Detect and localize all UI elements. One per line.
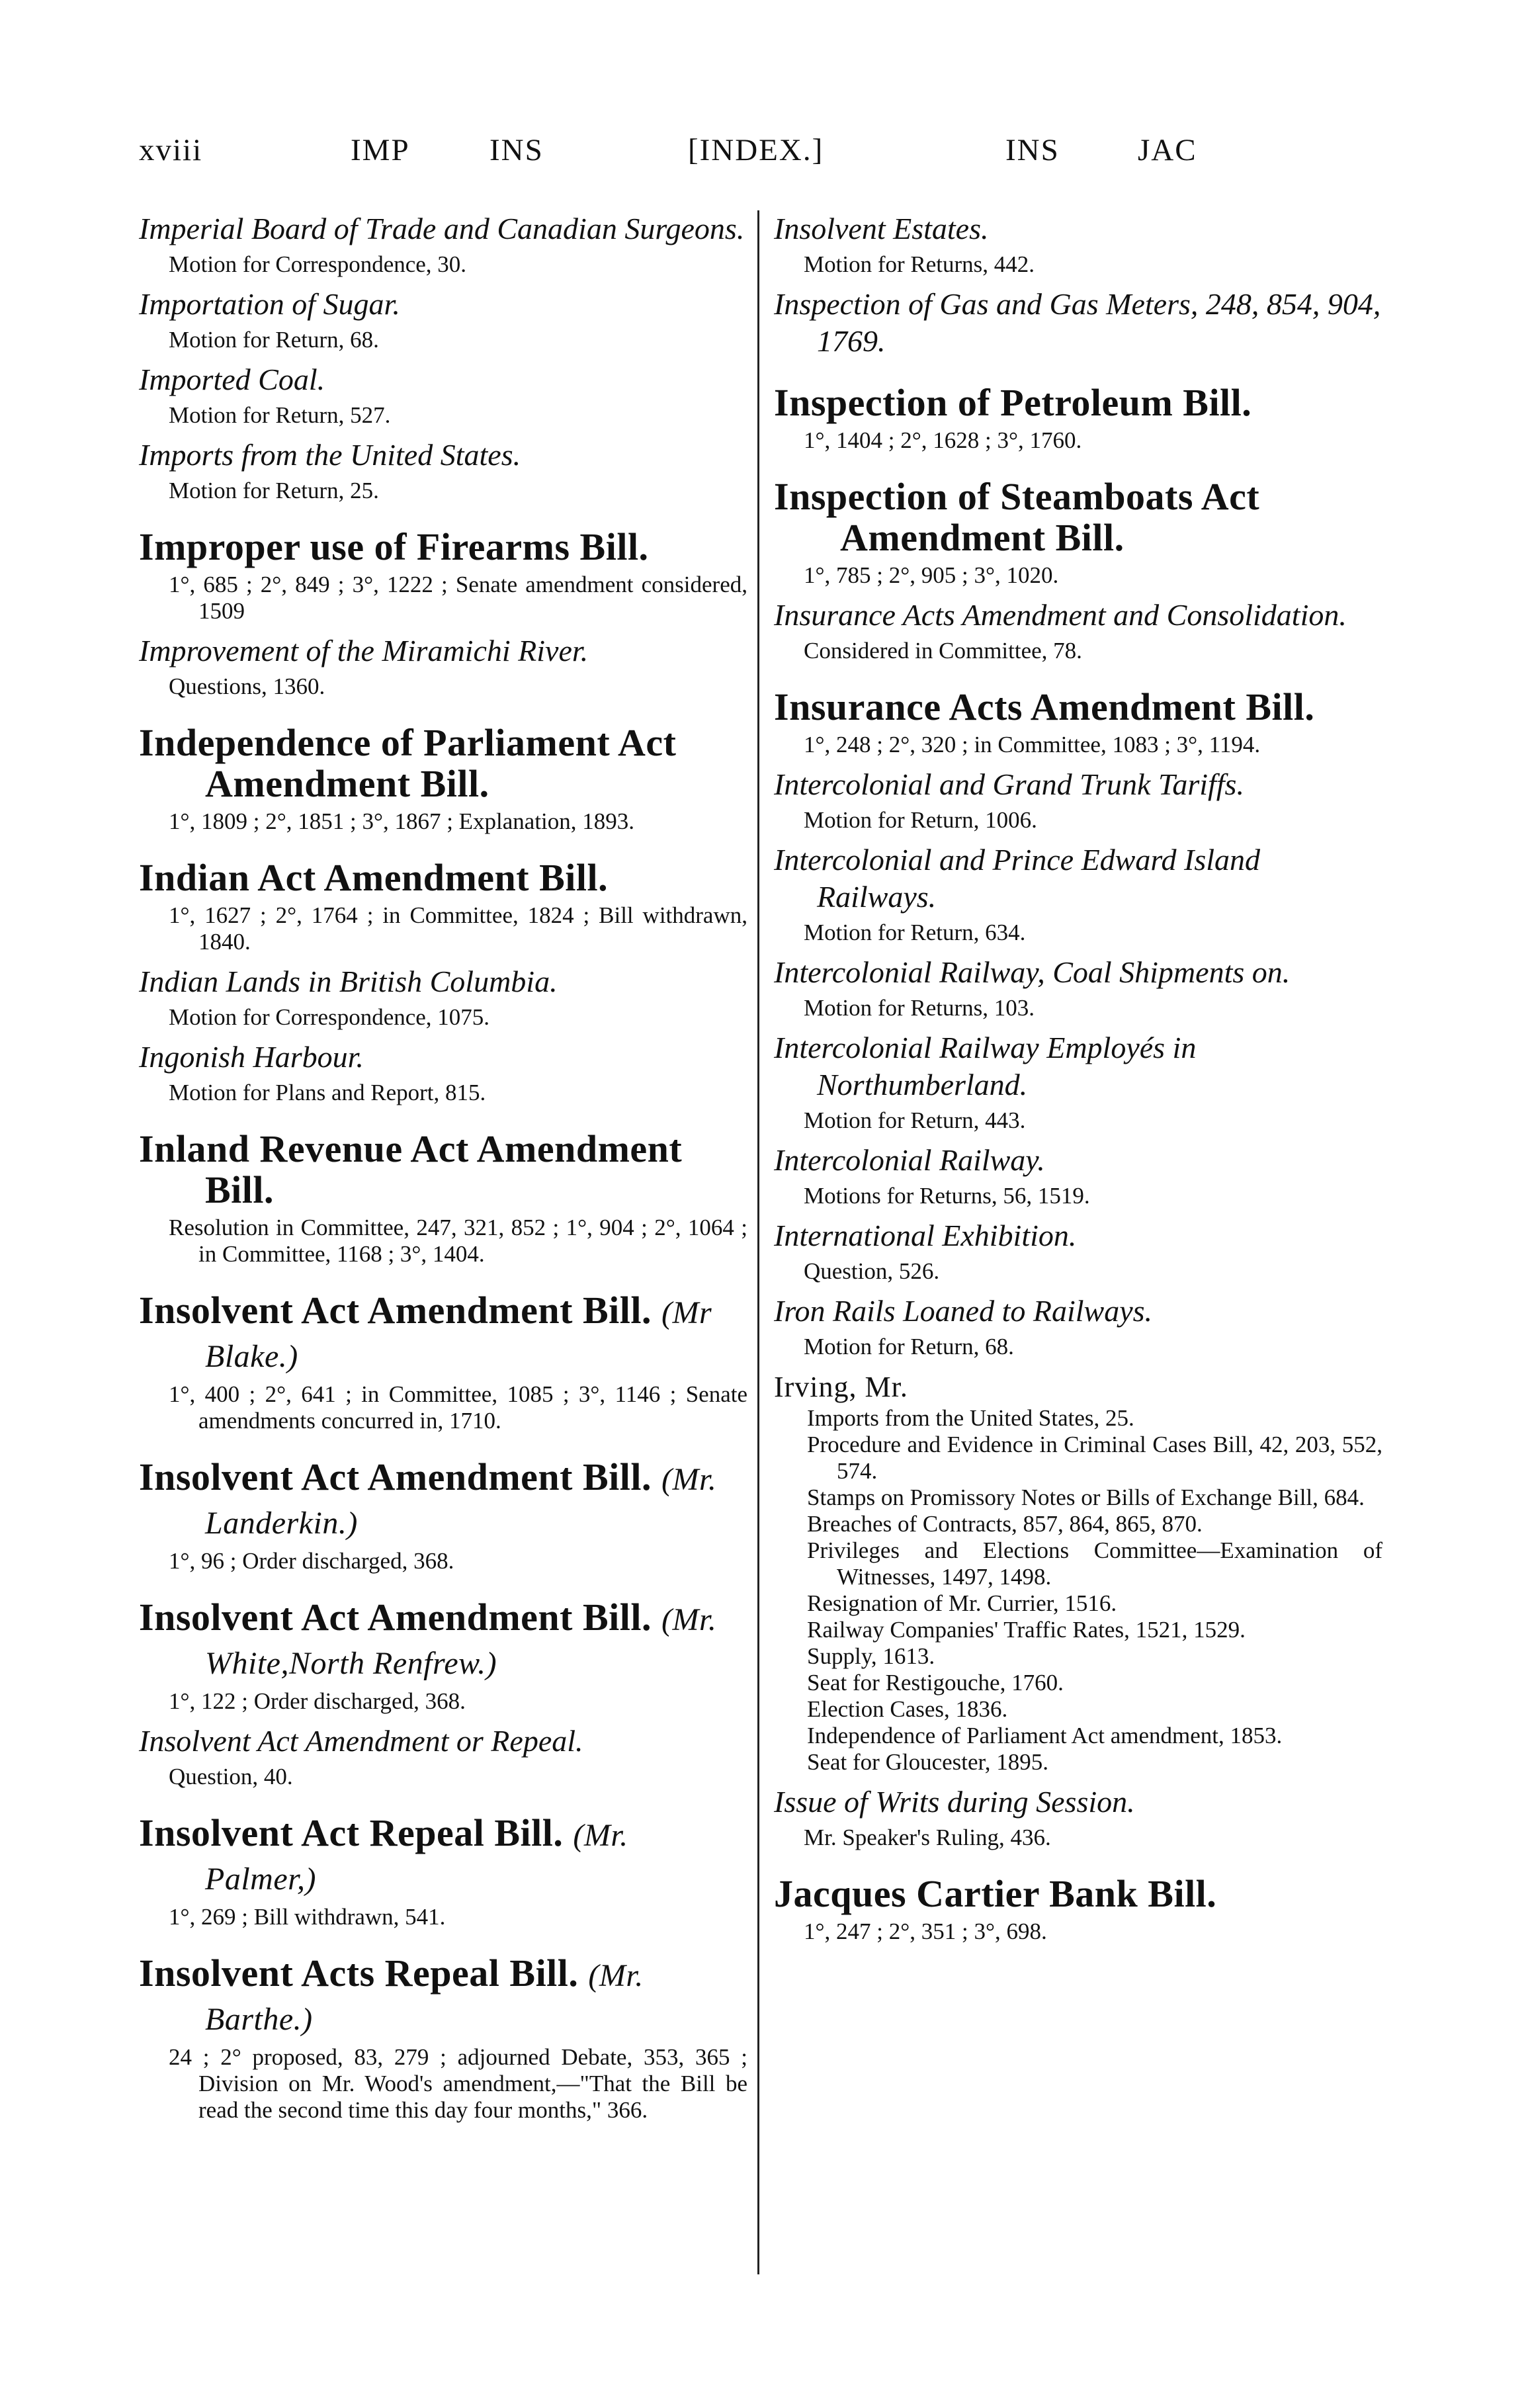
- index-entry: [139, 1953, 747, 2124]
- entry-title: Insurance Acts Amendment Bill.: [774, 685, 1315, 728]
- entry-title: Indian Lands in British Columbia.: [139, 965, 558, 998]
- entry-title: Inspection of Gas and Gas Meters, 248, 854, 904, 1769.: [774, 287, 1381, 358]
- entry-title: Intercolonial Railway Employés in Northumberland.: [774, 1031, 1197, 1101]
- index-entry: [774, 1293, 1382, 1360]
- member-name: Irving, Mr.: [774, 1371, 908, 1403]
- index-entry: [774, 766, 1382, 834]
- entry-title: International Exhibition.: [774, 1219, 1077, 1252]
- entry-detail: 1°, 1809 ; 2°, 1851 ; 3°, 1867 ; Explanation, 1893.: [169, 808, 635, 834]
- entry-sponsor: (Mr Blake.): [205, 1295, 712, 1374]
- entry-detail: Motion for Plans and Report, 815.: [169, 1080, 486, 1105]
- entry-title: Inspection of Steamboats Act Amendment Bill.: [774, 475, 1260, 559]
- member-item: Seat for Restigouche, 1760.: [807, 1670, 1064, 1696]
- entry-title: Independence of Parliament Act Amendment Bill.: [139, 721, 677, 805]
- entry-sponsor: (Mr. Barthe.): [205, 1958, 644, 2037]
- index-entry: [774, 841, 1382, 946]
- page-number: xviii: [139, 133, 203, 167]
- entry-title: Issue of Writs during Session.: [774, 1785, 1135, 1819]
- running-header: [139, 132, 1210, 179]
- entry-detail: 1°, 1627 ; 2°, 1764 ; in Committee, 1824 ; Bill withdrawn, 1840.: [169, 902, 747, 955]
- column-divider: [757, 210, 759, 2274]
- member-item: Independence of Parliament Act amendment, 1853.: [807, 1723, 1283, 1748]
- entry-detail: Question, 526.: [804, 1258, 940, 1284]
- index-entry: [774, 286, 1382, 360]
- index-entry: [139, 1813, 747, 1930]
- entry-detail: 1°, 96 ; Order discharged, 368.: [169, 1548, 454, 1574]
- index-entry: [139, 286, 747, 353]
- entry-detail: 1°, 122 ; Order discharged, 368.: [169, 1688, 466, 1714]
- entry-detail: Motion for Return, 1006.: [804, 807, 1037, 833]
- entry-detail: Question, 40.: [169, 1764, 293, 1789]
- entry-title: Intercolonial and Grand Trunk Tariffs.: [774, 767, 1244, 801]
- index-entry: [139, 632, 747, 700]
- entry-title-text: Insolvent Act Amendment Bill.: [139, 1455, 652, 1498]
- entry-detail: Resolution in Committee, 247, 321, 852 ; 1°, 904 ; 2°, 1064 ; in Committee, 1168 ; 3°, 1404.: [169, 1215, 747, 1267]
- entry-detail: 24 ; 2° proposed, 83, 279 ; adjourned Debate, 353, 365 ; Division on Mr. Wood's amendment,—"That the Bill be read the second time this day four months," 366.: [169, 2044, 747, 2123]
- range-end-b: JAC: [1138, 133, 1197, 167]
- range-start-a: IMP: [351, 133, 410, 167]
- index-entry: [139, 527, 747, 624]
- member-item: Seat for Gloucester, 1895.: [807, 1749, 1049, 1775]
- index-entry: [774, 687, 1382, 758]
- index-entry: [774, 954, 1382, 1021]
- entry-title: Intercolonial Railway.: [774, 1143, 1045, 1177]
- member-item: Resignation of Mr. Currier, 1516.: [807, 1590, 1117, 1616]
- entry-detail: Motion for Return, 443.: [804, 1107, 1026, 1133]
- member-item: Election Cases, 1836.: [807, 1696, 1008, 1722]
- member-entry: [774, 1369, 1382, 1776]
- entry-title: Imperial Board of Trade and Canadian Surgeons.: [139, 212, 745, 245]
- entry-detail: 1°, 247 ; 2°, 351 ; 3°, 698.: [804, 1918, 1047, 1944]
- entry-detail: Motion for Returns, 103.: [804, 995, 1035, 1021]
- entry-detail: Motion for Return, 25.: [169, 478, 379, 503]
- entry-detail: Mr. Speaker's Ruling, 436.: [804, 1825, 1051, 1850]
- entry-title-text: Insolvent Act Amendment Bill.: [139, 1289, 652, 1332]
- index-entry: [139, 1129, 747, 1268]
- entry-title: Importation of Sugar.: [139, 287, 400, 321]
- index-entry: [774, 1784, 1382, 1851]
- member-item: Imports from the United States, 25.: [807, 1405, 1134, 1431]
- entry-title: [139, 1290, 747, 1377]
- entry-detail: Motion for Correspondence, 30.: [169, 251, 467, 277]
- entry-title: [139, 1597, 747, 1684]
- entry-title: Iron Rails Loaned to Railways.: [774, 1294, 1153, 1328]
- index-entry: [139, 963, 747, 1031]
- index-entry: [139, 722, 747, 835]
- entry-detail: 1°, 685 ; 2°, 849 ; 3°, 1222 ; Senate amendment considered, 1509: [169, 572, 747, 624]
- entry-title: Indian Act Amendment Bill.: [139, 856, 609, 899]
- entry-title: Intercolonial Railway, Coal Shipments on.: [774, 955, 1291, 989]
- entry-title-text: Insolvent Act Repeal Bill.: [139, 1811, 564, 1854]
- index-entry: [139, 1723, 747, 1790]
- index-entry: [139, 1457, 747, 1574]
- entry-sponsor: (Mr. Palmer,): [205, 1818, 628, 1897]
- entry-detail: 1°, 785 ; 2°, 905 ; 3°, 1020.: [804, 562, 1059, 588]
- member-item: Breaches of Contracts, 857, 864, 865, 870.: [807, 1511, 1203, 1537]
- index-entry: [139, 857, 747, 955]
- entry-sponsor: (Mr. White,North Renfrew.): [205, 1602, 717, 1681]
- member-item: Railway Companies' Traffic Rates, 1521, 1529.: [807, 1617, 1246, 1643]
- entry-detail: Motion for Correspondence, 1075.: [169, 1004, 490, 1030]
- index-entry: [774, 1217, 1382, 1285]
- index-entry: [139, 361, 747, 429]
- index-entry: [774, 597, 1382, 664]
- range-end-a: INS: [1005, 133, 1060, 167]
- entry-detail: Motion for Returns, 442.: [804, 251, 1035, 277]
- entry-title: Inspection of Petroleum Bill.: [774, 381, 1252, 424]
- entry-detail: Motions for Returns, 56, 1519.: [804, 1183, 1090, 1209]
- entry-title-text: Insolvent Acts Repeal Bill.: [139, 1952, 579, 1995]
- index-entry: [774, 382, 1382, 454]
- entry-detail: 1°, 269 ; Bill withdrawn, 541.: [169, 1904, 446, 1930]
- member-item: Privileges and Elections Committee—Examination of Witnesses, 1497, 1498.: [807, 1537, 1382, 1590]
- entry-title: Intercolonial and Prince Edward Island Railways.: [774, 843, 1261, 914]
- entry-title: Inland Revenue Act Amendment Bill.: [139, 1127, 683, 1211]
- index-entry: [139, 437, 747, 504]
- member-item: Stamps on Promissory Notes or Bills of Exchange Bill, 684.: [807, 1484, 1365, 1510]
- entry-detail: Motion for Return, 634.: [804, 920, 1026, 945]
- entry-title: [139, 1813, 747, 1900]
- index-entry: [774, 1873, 1382, 1945]
- right-column: [774, 210, 1382, 1945]
- entry-title: Jacques Cartier Bank Bill.: [774, 1872, 1217, 1915]
- entry-title: Insolvent Estates.: [774, 212, 989, 245]
- entry-title: Improper use of Firearms Bill.: [139, 525, 649, 568]
- entry-title: Insurance Acts Amendment and Consolidation.: [774, 598, 1347, 632]
- index-entry: [774, 1142, 1382, 1209]
- entry-detail: Motion for Return, 527.: [169, 402, 391, 428]
- range-start-b: INS: [489, 133, 544, 167]
- index-entry: [774, 210, 1382, 278]
- entry-detail: 1°, 400 ; 2°, 641 ; in Committee, 1085 ; 3°, 1146 ; Senate amendments concurred in, 1710.: [169, 1381, 747, 1434]
- index-entry: [139, 1290, 747, 1434]
- entry-detail: 1°, 248 ; 2°, 320 ; in Committee, 1083 ; 3°, 1194.: [804, 732, 1261, 757]
- index-entry: [774, 1029, 1382, 1134]
- left-column: [139, 210, 747, 2124]
- index-entry: [139, 210, 747, 278]
- entry-detail: Questions, 1360.: [169, 673, 325, 699]
- entry-detail: 1°, 1404 ; 2°, 1628 ; 3°, 1760.: [804, 427, 1082, 453]
- entry-title: Imports from the United States.: [139, 438, 521, 472]
- entry-sponsor: (Mr. Landerkin.): [205, 1462, 717, 1541]
- entry-title: Ingonish Harbour.: [139, 1040, 364, 1074]
- index-entry: [774, 476, 1382, 589]
- member-item: Supply, 1613.: [807, 1643, 935, 1669]
- entry-title: Improvement of the Miramichi River.: [139, 634, 589, 667]
- entry-detail: Motion for Return, 68.: [804, 1334, 1014, 1359]
- entry-title: [139, 1457, 747, 1544]
- section-label: [INDEX.]: [688, 133, 824, 167]
- member-item: Procedure and Evidence in Criminal Cases Bill, 42, 203, 552, 574.: [807, 1432, 1382, 1484]
- index-entry: [139, 1597, 747, 1715]
- index-entry: [139, 1039, 747, 1106]
- entry-title-text: Insolvent Act Amendment Bill.: [139, 1596, 652, 1639]
- entry-detail: Motion for Return, 68.: [169, 327, 379, 353]
- entry-title: [139, 1953, 747, 2040]
- entry-detail: Considered in Committee, 78.: [804, 638, 1082, 664]
- entry-title: Imported Coal.: [139, 363, 325, 396]
- entry-title: Insolvent Act Amendment or Repeal.: [139, 1724, 583, 1758]
